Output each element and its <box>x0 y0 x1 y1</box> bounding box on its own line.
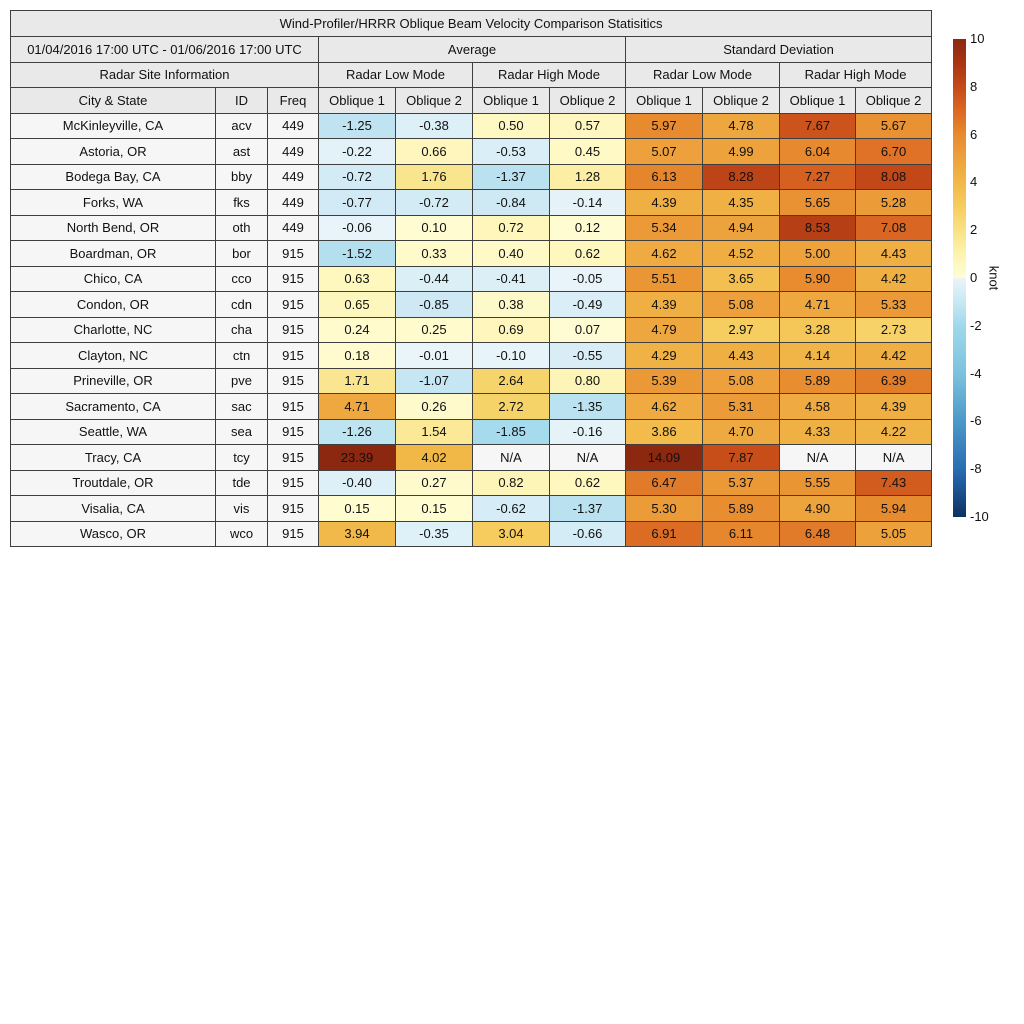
value-cell: 4.42 <box>856 266 932 292</box>
value-cell: -0.35 <box>396 521 473 547</box>
colorbar-tick-label: -4 <box>970 365 982 381</box>
site-id-cell: fks <box>216 190 268 216</box>
value-cell: -0.01 <box>396 343 473 369</box>
value-cell: 2.72 <box>473 394 550 420</box>
value-cell: -0.14 <box>550 190 626 216</box>
colorbar-tick-label: 4 <box>970 174 978 190</box>
value-cell: 5.65 <box>780 190 856 216</box>
city-cell: Troutdale, OR <box>11 470 216 496</box>
value-cell: -1.37 <box>473 164 550 190</box>
city-cell: Charlotte, NC <box>11 317 216 343</box>
value-cell: -0.72 <box>319 164 396 190</box>
mode-header-std-low: Radar Low Mode <box>626 62 780 87</box>
value-cell: 5.39 <box>626 368 703 394</box>
value-cell: -0.77 <box>319 190 396 216</box>
site-info-header: Radar Site Information <box>11 62 319 87</box>
value-cell: -0.06 <box>319 215 396 241</box>
value-cell: 0.62 <box>550 470 626 496</box>
value-cell: N/A <box>856 445 932 471</box>
value-cell: 0.12 <box>550 215 626 241</box>
freq-cell: 915 <box>268 317 319 343</box>
value-cell: 5.08 <box>703 292 780 318</box>
value-cell: -0.53 <box>473 139 550 165</box>
value-cell: -1.52 <box>319 241 396 267</box>
colorbar-tick-label: 0 <box>970 270 978 285</box>
freq-cell: 915 <box>268 419 319 445</box>
value-cell: 0.27 <box>396 470 473 496</box>
value-cell: -0.05 <box>550 266 626 292</box>
table-row <box>11 241 932 267</box>
table-row <box>11 521 932 547</box>
value-cell: -0.10 <box>473 343 550 369</box>
value-cell: 2.64 <box>473 368 550 394</box>
value-cell: 4.62 <box>626 394 703 420</box>
col-header-oblique: Oblique 1 <box>473 87 550 113</box>
table-row <box>11 394 932 420</box>
city-cell: Wasco, OR <box>11 521 216 547</box>
value-cell: 6.39 <box>856 368 932 394</box>
value-cell: 6.70 <box>856 139 932 165</box>
value-cell: 4.14 <box>780 343 856 369</box>
value-cell: -0.22 <box>319 139 396 165</box>
value-cell: -1.25 <box>319 113 396 139</box>
value-cell: 0.24 <box>319 317 396 343</box>
title-row <box>11 11 932 37</box>
value-cell: 0.66 <box>396 139 473 165</box>
value-cell: 0.65 <box>319 292 396 318</box>
value-cell: -0.84 <box>473 190 550 216</box>
value-cell: 4.39 <box>626 190 703 216</box>
col-header-oblique: Oblique 2 <box>396 87 473 113</box>
value-cell: 4.58 <box>780 394 856 420</box>
freq-cell: 449 <box>268 113 319 139</box>
value-cell: -0.40 <box>319 470 396 496</box>
value-cell: N/A <box>473 445 550 471</box>
value-cell: 3.94 <box>319 521 396 547</box>
table-row <box>11 343 932 369</box>
mode-header-std-high: Radar High Mode <box>780 62 932 87</box>
site-id-cell: tcy <box>216 445 268 471</box>
table-row <box>11 368 932 394</box>
value-cell: 8.28 <box>703 164 780 190</box>
value-cell: 0.38 <box>473 292 550 318</box>
value-cell: 0.57 <box>550 113 626 139</box>
value-cell: 4.90 <box>780 496 856 522</box>
value-cell: 0.63 <box>319 266 396 292</box>
site-id-cell: cdn <box>216 292 268 318</box>
colorbar-tick-label: 6 <box>970 126 978 142</box>
value-cell: 5.51 <box>626 266 703 292</box>
freq-cell: 915 <box>268 266 319 292</box>
value-cell: 0.10 <box>396 215 473 241</box>
value-cell: 7.43 <box>856 470 932 496</box>
value-cell: -0.72 <box>396 190 473 216</box>
value-cell: 0.80 <box>550 368 626 394</box>
city-cell: North Bend, OR <box>11 215 216 241</box>
value-cell: 3.86 <box>626 419 703 445</box>
site-id-cell: ast <box>216 139 268 165</box>
city-cell: Tracy, CA <box>11 445 216 471</box>
table-row <box>11 113 932 139</box>
value-cell: -0.41 <box>473 266 550 292</box>
colorbar-gradient <box>953 39 966 517</box>
freq-cell: 915 <box>268 394 319 420</box>
value-cell: 0.26 <box>396 394 473 420</box>
value-cell: 0.25 <box>396 317 473 343</box>
value-cell: -0.55 <box>550 343 626 369</box>
value-cell: 1.71 <box>319 368 396 394</box>
table-row <box>11 496 932 522</box>
value-cell: 8.53 <box>780 215 856 241</box>
mode-header-avg-high: Radar High Mode <box>473 62 626 87</box>
value-cell: -0.85 <box>396 292 473 318</box>
value-cell: 5.33 <box>856 292 932 318</box>
colorbar-tick-label: 2 <box>970 222 978 238</box>
value-cell: 4.39 <box>856 394 932 420</box>
value-cell: -0.49 <box>550 292 626 318</box>
value-cell: 5.34 <box>626 215 703 241</box>
value-cell: 5.37 <box>703 470 780 496</box>
col-header-oblique: Oblique 1 <box>780 87 856 113</box>
table-row <box>11 419 932 445</box>
value-cell: 6.48 <box>780 521 856 547</box>
value-cell: 5.30 <box>626 496 703 522</box>
value-cell: 3.28 <box>780 317 856 343</box>
colorbar-tick-label: -10 <box>970 509 989 524</box>
value-cell: 23.39 <box>319 445 396 471</box>
colorbar-unit-label: knot <box>986 265 1002 291</box>
colorbar-tick-label: -2 <box>970 317 982 333</box>
value-cell: N/A <box>550 445 626 471</box>
col-header-city-state: City & State <box>11 87 216 113</box>
value-cell: 0.72 <box>473 215 550 241</box>
value-cell: 1.54 <box>396 419 473 445</box>
value-cell: -0.16 <box>550 419 626 445</box>
freq-cell: 915 <box>268 343 319 369</box>
value-cell: 3.04 <box>473 521 550 547</box>
freq-cell: 915 <box>268 496 319 522</box>
site-id-cell: cco <box>216 266 268 292</box>
table-row <box>11 317 932 343</box>
value-cell: 0.33 <box>396 241 473 267</box>
freq-cell: 449 <box>268 215 319 241</box>
value-cell: -1.85 <box>473 419 550 445</box>
value-cell: -1.37 <box>550 496 626 522</box>
stats-table <box>10 10 932 547</box>
table-title: Wind-Profiler/HRRR Oblique Beam Velocity Comparison Statisitics <box>11 11 932 37</box>
city-cell: Clayton, NC <box>11 343 216 369</box>
value-cell: 6.13 <box>626 164 703 190</box>
value-cell: 4.79 <box>626 317 703 343</box>
col-header-oblique: Oblique 2 <box>703 87 780 113</box>
value-cell: 1.28 <box>550 164 626 190</box>
value-cell: 5.90 <box>780 266 856 292</box>
value-cell: 5.07 <box>626 139 703 165</box>
site-id-cell: oth <box>216 215 268 241</box>
value-cell: 4.43 <box>856 241 932 267</box>
city-cell: Prineville, OR <box>11 368 216 394</box>
value-cell: -0.66 <box>550 521 626 547</box>
value-cell: 4.99 <box>703 139 780 165</box>
value-cell: 3.65 <box>703 266 780 292</box>
value-cell: 0.62 <box>550 241 626 267</box>
value-cell: 4.62 <box>626 241 703 267</box>
freq-cell: 449 <box>268 164 319 190</box>
freq-cell: 915 <box>268 470 319 496</box>
col-header-id: ID <box>216 87 268 113</box>
col-header-oblique: Oblique 1 <box>319 87 396 113</box>
value-cell: 2.73 <box>856 317 932 343</box>
site-id-cell: acv <box>216 113 268 139</box>
colorbar-tick-label: 10 <box>970 31 985 46</box>
value-cell: 6.91 <box>626 521 703 547</box>
value-cell: 4.52 <box>703 241 780 267</box>
value-cell: 4.43 <box>703 343 780 369</box>
value-cell: -0.38 <box>396 113 473 139</box>
site-id-cell: cha <box>216 317 268 343</box>
site-id-cell: pve <box>216 368 268 394</box>
value-cell: -0.62 <box>473 496 550 522</box>
value-cell: 6.04 <box>780 139 856 165</box>
value-cell: 5.67 <box>856 113 932 139</box>
group-header-average: Average <box>319 36 626 62</box>
freq-cell: 915 <box>268 292 319 318</box>
city-cell: McKinleyville, CA <box>11 113 216 139</box>
freq-cell: 915 <box>268 368 319 394</box>
value-cell: 7.67 <box>780 113 856 139</box>
table-row <box>11 470 932 496</box>
value-cell: -1.35 <box>550 394 626 420</box>
table-row <box>11 445 932 471</box>
colorbar-tick-label: -8 <box>970 461 982 477</box>
col-header-oblique: Oblique 2 <box>856 87 932 113</box>
value-cell: 0.18 <box>319 343 396 369</box>
freq-cell: 449 <box>268 190 319 216</box>
colorbar-tick-label: -6 <box>970 413 982 429</box>
value-cell: 7.27 <box>780 164 856 190</box>
value-cell: 4.22 <box>856 419 932 445</box>
value-cell: 5.97 <box>626 113 703 139</box>
city-cell: Forks, WA <box>11 190 216 216</box>
value-cell: 4.42 <box>856 343 932 369</box>
value-cell: 5.31 <box>703 394 780 420</box>
site-id-cell: sac <box>216 394 268 420</box>
site-id-cell: tde <box>216 470 268 496</box>
value-cell: 6.47 <box>626 470 703 496</box>
value-cell: 4.33 <box>780 419 856 445</box>
value-cell: -0.44 <box>396 266 473 292</box>
city-cell: Sacramento, CA <box>11 394 216 420</box>
value-cell: 0.69 <box>473 317 550 343</box>
value-cell: -1.26 <box>319 419 396 445</box>
value-cell: 0.07 <box>550 317 626 343</box>
freq-cell: 915 <box>268 521 319 547</box>
value-cell: 0.40 <box>473 241 550 267</box>
value-cell: 4.35 <box>703 190 780 216</box>
value-cell: 5.05 <box>856 521 932 547</box>
value-cell: 4.29 <box>626 343 703 369</box>
value-cell: 4.71 <box>780 292 856 318</box>
group-header-std-dev: Standard Deviation <box>626 36 932 62</box>
value-cell: N/A <box>780 445 856 471</box>
value-cell: 5.94 <box>856 496 932 522</box>
value-cell: 4.02 <box>396 445 473 471</box>
table-row <box>11 190 932 216</box>
value-cell: 5.00 <box>780 241 856 267</box>
value-cell: 5.89 <box>703 496 780 522</box>
value-cell: 5.08 <box>703 368 780 394</box>
site-id-cell: vis <box>216 496 268 522</box>
value-cell: 4.70 <box>703 419 780 445</box>
value-cell: 0.45 <box>550 139 626 165</box>
col-header-freq: Freq <box>268 87 319 113</box>
value-cell: 5.55 <box>780 470 856 496</box>
city-cell: Visalia, CA <box>11 496 216 522</box>
value-cell: 0.15 <box>396 496 473 522</box>
site-id-cell: wco <box>216 521 268 547</box>
freq-cell: 915 <box>268 241 319 267</box>
table-body <box>11 113 932 547</box>
value-cell: 6.11 <box>703 521 780 547</box>
col-header-oblique: Oblique 2 <box>550 87 626 113</box>
value-cell: 8.08 <box>856 164 932 190</box>
freq-cell: 915 <box>268 445 319 471</box>
value-cell: 0.82 <box>473 470 550 496</box>
freq-cell: 449 <box>268 139 319 165</box>
city-cell: Seattle, WA <box>11 419 216 445</box>
value-cell: 4.78 <box>703 113 780 139</box>
value-cell: 4.94 <box>703 215 780 241</box>
site-id-cell: bor <box>216 241 268 267</box>
value-cell: 0.50 <box>473 113 550 139</box>
value-cell: 1.76 <box>396 164 473 190</box>
value-cell: 5.89 <box>780 368 856 394</box>
colorbar-tick-label: 8 <box>970 78 978 94</box>
value-cell: 4.71 <box>319 394 396 420</box>
value-cell: 2.97 <box>703 317 780 343</box>
header-row-modes <box>11 62 932 87</box>
table-row <box>11 164 932 190</box>
header-row-columns <box>11 87 932 113</box>
city-cell: Chico, CA <box>11 266 216 292</box>
col-header-oblique: Oblique 1 <box>626 87 703 113</box>
value-cell: 5.28 <box>856 190 932 216</box>
mode-header-avg-low: Radar Low Mode <box>319 62 473 87</box>
table-row <box>11 215 932 241</box>
table-row <box>11 139 932 165</box>
site-id-cell: bby <box>216 164 268 190</box>
header-row-groups <box>11 36 932 62</box>
value-cell: 7.87 <box>703 445 780 471</box>
site-id-cell: ctn <box>216 343 268 369</box>
city-cell: Astoria, OR <box>11 139 216 165</box>
value-cell: -1.07 <box>396 368 473 394</box>
value-cell: 4.39 <box>626 292 703 318</box>
value-cell: 7.08 <box>856 215 932 241</box>
date-range: 01/04/2016 17:00 UTC - 01/06/2016 17:00 UTC <box>11 36 319 62</box>
table-row <box>11 292 932 318</box>
city-cell: Boardman, OR <box>11 241 216 267</box>
value-cell: 0.15 <box>319 496 396 522</box>
site-id-cell: sea <box>216 419 268 445</box>
city-cell: Condon, OR <box>11 292 216 318</box>
table-row <box>11 266 932 292</box>
city-cell: Bodega Bay, CA <box>11 164 216 190</box>
value-cell: 14.09 <box>626 445 703 471</box>
